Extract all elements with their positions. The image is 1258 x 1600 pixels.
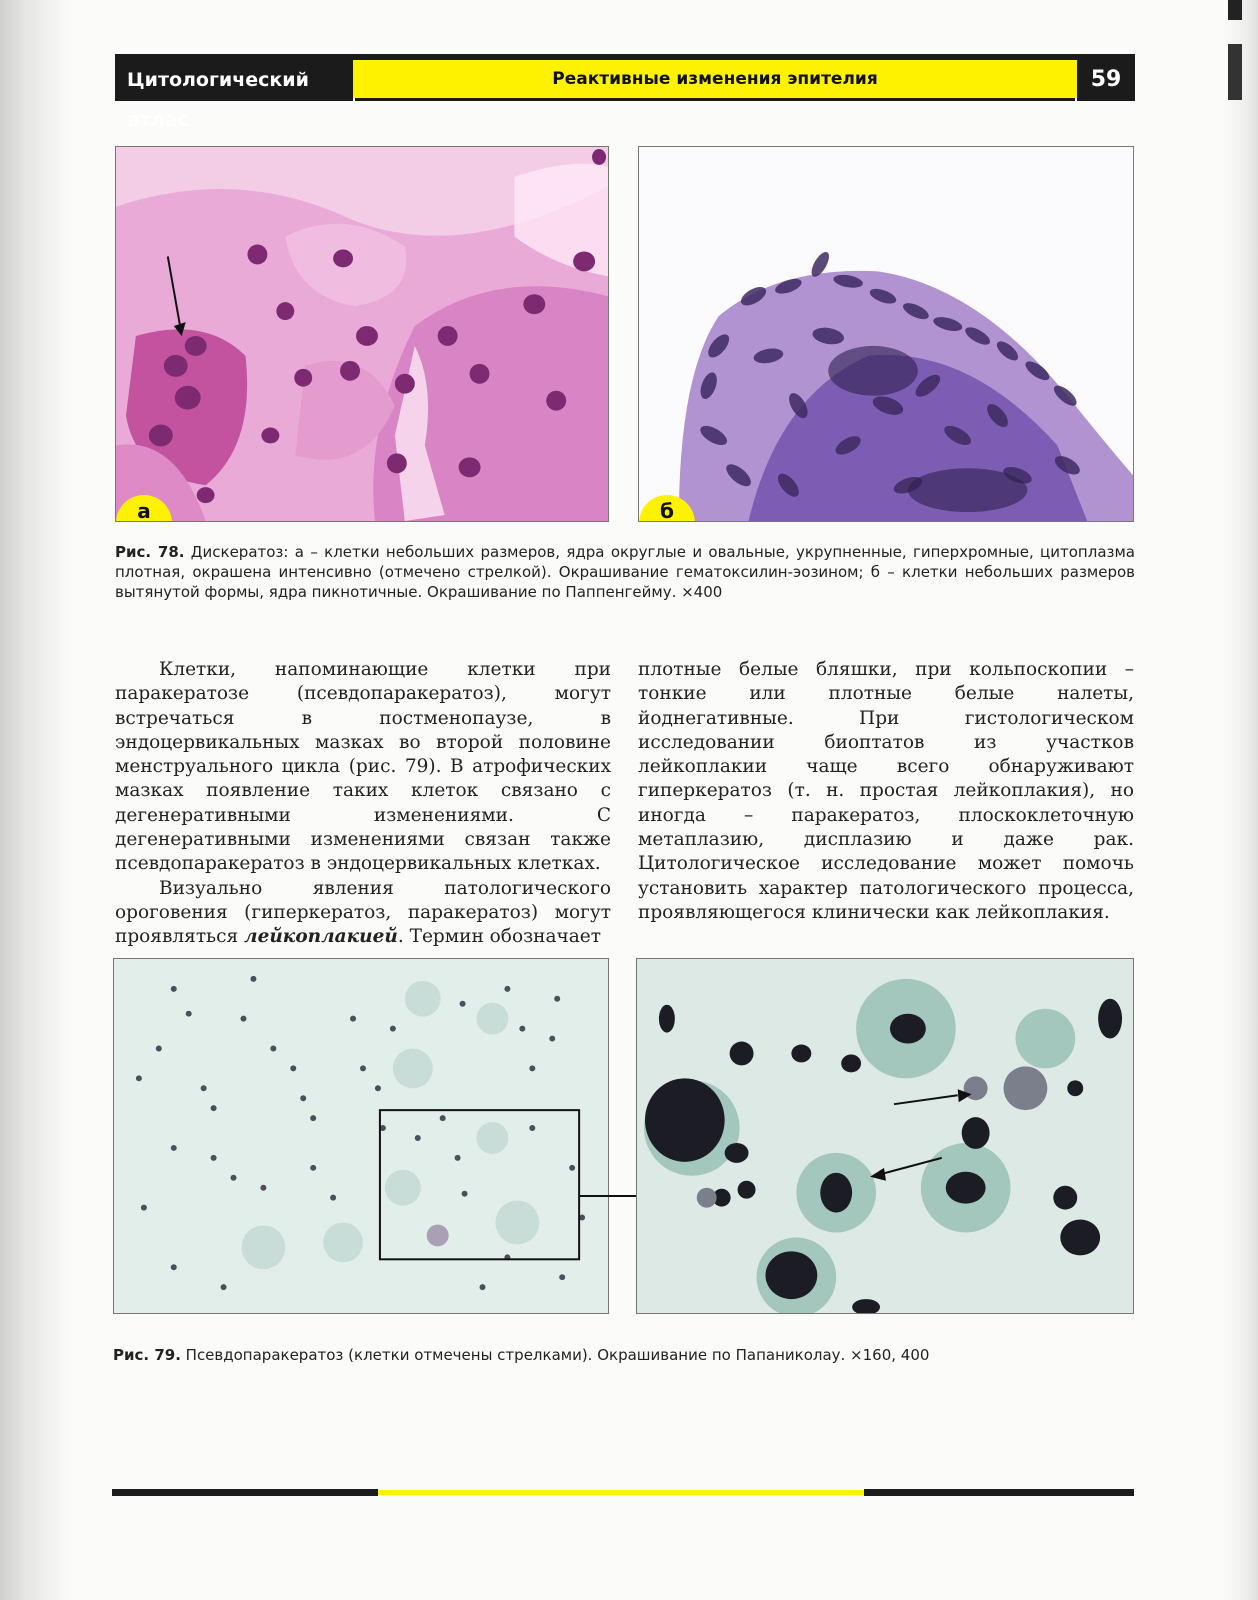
body-paragraph xyxy=(115,877,611,950)
body-text: . Термин обозначает xyxy=(397,926,601,948)
figure-79-caption-label: Рис. 79. xyxy=(113,1346,181,1364)
page-edge-shadow xyxy=(1224,0,1258,1600)
figure-79-detail-photo xyxy=(636,958,1134,1314)
panel-label-b: б xyxy=(639,495,695,522)
figure-79-overview-photo xyxy=(113,958,609,1314)
book-title: Цитологический атлас xyxy=(115,60,353,101)
body-paragraph: плотные белые бляшки, при кольпоскопии – тонкие или плотные белые налеты, йоднегативные. При гистологическом исследовании биоптатов из участков лейкоплакии чаще всего обнаруживают гиперкератоз (т. н. простая лейкоплакия), но иногда – паракератоз, плоскоклеточную метаплазию, дисплазию и даже рак. Цитологическое исследование может помочь установить характер патологического процесса, проявляющегося клинически как лейкоплакия. xyxy=(638,659,1134,923)
book-spine-shadow xyxy=(0,0,70,1600)
figure-78-caption-text: Дискератоз: а – клетки небольших размеров, ядра округлые и овальные, укрупненные, гиперхромные, цитоплазма плотная, окрашена интенсивно (отмечено стрелкой). Окрашивание гематоксилин-эозином; б – клетки небольших размеров вытянутой формы, ядра пикнотичные. Окрашивание по Паппенгейму. ×400 xyxy=(115,543,1136,601)
header-underline xyxy=(355,98,1075,101)
figure-78a-photo xyxy=(115,146,609,522)
footer-rule-dark-right xyxy=(864,1489,1134,1496)
running-header xyxy=(115,54,1135,131)
footer-rule-dark-left xyxy=(112,1489,378,1496)
figure-78-caption xyxy=(115,542,1135,602)
page-number: 59 xyxy=(1077,60,1135,101)
chapter-title: Реактивные изменения эпителия xyxy=(353,60,1077,98)
figure-79-caption xyxy=(113,1345,1133,1365)
page-edge-mark xyxy=(1228,0,1242,120)
body-text: Визуально явления патологического ороговения (гиперкератоз, паракератоз) могут проявляться xyxy=(115,877,611,948)
figure-78b-photo xyxy=(638,146,1134,522)
figure-78-caption-label: Рис. 78. xyxy=(115,543,185,561)
body-paragraph: Клетки, напоминающие клетки при паракератозе (псевдопаракератоз), могут встречаться в постменопаузе, в эндоцервикальных мазках во второй половине менструального цикла (рис. 79). В атрофических мазках появление таких клеток связано с дегенеративными изменениями. С дегенеративными изменениями связан также псевдопаракератоз в эндоцервикальных клетках. xyxy=(115,659,611,875)
footer-rule xyxy=(112,1489,1134,1496)
footer-rule-yellow xyxy=(378,1490,864,1495)
body-column-left xyxy=(115,658,611,950)
panel-label-a: а xyxy=(116,495,172,522)
emphasis-term: лейкоплакией xyxy=(244,926,398,948)
body-column-right xyxy=(638,658,1134,925)
figure-79-caption-text: Псевдопаракератоз (клетки отмечены стрелками). Окрашивание по Папаниколау. ×160, 400 xyxy=(180,1346,930,1364)
